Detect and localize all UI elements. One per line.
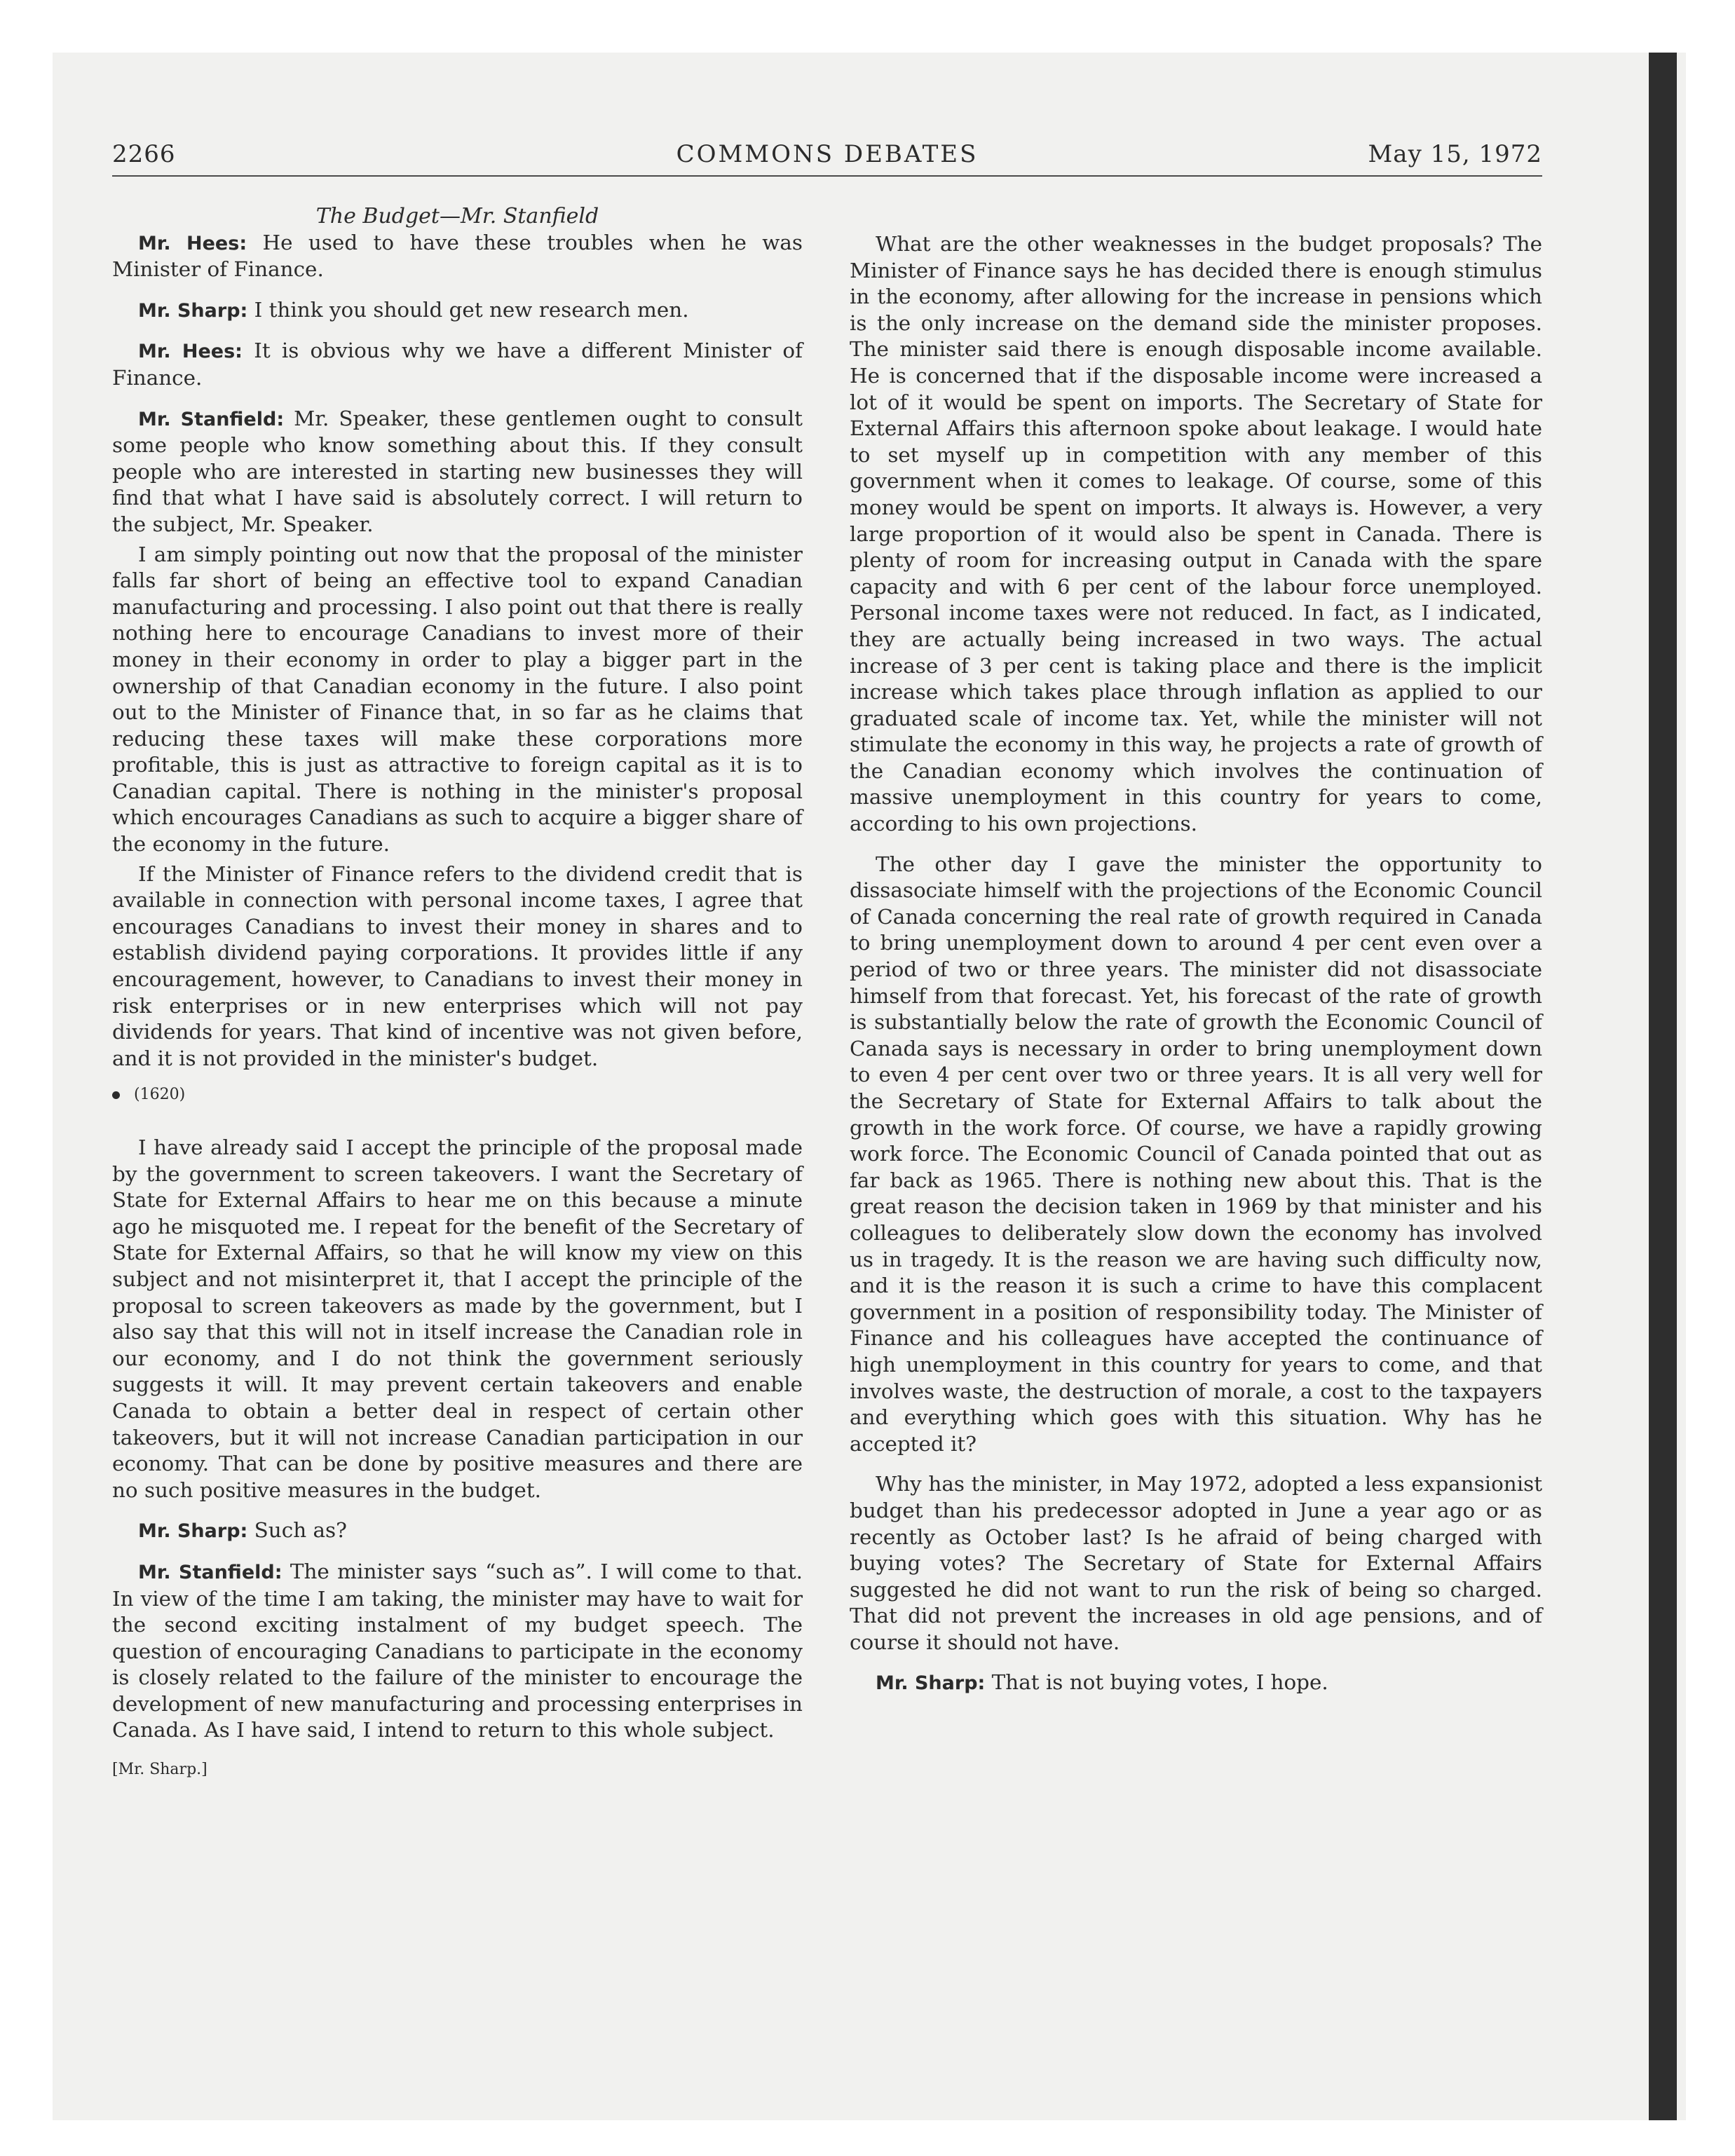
paragraph bbox=[112, 297, 803, 325]
page-header bbox=[112, 140, 1542, 177]
publication-title: COMMONS DEBATES bbox=[676, 140, 979, 168]
page-number: 2266 bbox=[112, 140, 176, 168]
paragraph-text: It is obvious why we have a different Minister of Finance. bbox=[112, 339, 803, 390]
paragraph: I have already said I accept the principle of the proposal made by the government to screen takeovers. I want the Secretary of State for External Affairs to hear me on this because a minute ago he misquoted me. I repeat for the benefit of the Secretary of State for External Affairs, so that he will know my view on this subject and not misinterpret it, that I accept the principle of the proposal to screen takeovers as made by the government, but I also say that this will not in itself increase the Canadian role in our economy, and I do not think the government seriously suggests it will. It may prevent certain takeovers and enable Canada to obtain a better deal in respect of certain other takeovers, but it will not increase Canadian participation in our economy. That can be done by positive measures and there are no such positive measures in the budget. bbox=[112, 1135, 803, 1502]
paragraph: What are the other weaknesses in the budget proposals? The Minister of Finance says he has decided there is enough stimulus in the economy, after allowing for the increase in pensions which is the only increase on the demand side the minister proposes. The minister said there is enough disposable income available. He is concerned that if the disposable income were increased a lot of it would be spent on imports. The Secretary of State for External Affairs this afternoon spoke about leakage. I would hate to set myself up in competition with any member of this government when it comes to leakage. Of course, some of this money would be spent on imports. It always is. However, a very large proportion of it would also be spent in Canada. There is plenty of room for increasing output in Canada with the spare capacity and with 6 per cent of the labour force unemployed. Personal income taxes were not reduced. In fact, as I indicated, they are actually being increased in two ways. The actual increase of 3 per cent is taking place and there is the implicit increase which takes place through inflation as applied to our graduated scale of income tax. Yet, while the minister will not stimulate the economy in this way, he projects a rate of growth of the Canadian economy which involves the continuation of massive unemployment in this country for years to come, according to his own projections. bbox=[850, 232, 1542, 836]
paragraph: If the Minister of Finance refers to the dividend credit that is available in connection with personal income taxes, I agree that encourages Canadians to invest their money in shares and to establish dividend paying corporations. It provides little if any encouragement, however, to Canadians to invest their money in risk enterprises or in new enterprises which will not pay dividends for years. That kind of incentive was not given before, and it is not provided in the minister's budget. bbox=[112, 861, 803, 1070]
left-column bbox=[112, 203, 803, 1783]
page-date: May 15, 1972 bbox=[1368, 140, 1542, 168]
paragraph bbox=[850, 1670, 1542, 1697]
running-head: The Budget—Mr. Stanfield bbox=[315, 204, 599, 228]
right-column bbox=[850, 231, 1542, 1709]
speaker-name: Mr. Stanfield: bbox=[138, 1561, 283, 1583]
speaker-name: Mr. Sharp: bbox=[138, 299, 248, 322]
footnote: [Mr. Sharp.] bbox=[112, 1761, 207, 1779]
paragraph: I am simply pointing out now that the proposal of the minister falls far short of being an effective tool to expand Canadian manufacturing and processing. I also point out that there is really nothing here to encourage Canadians to invest more of their money in their economy in order to play a bigger part in the ownership of that Canadian economy in the future. I also point out to the Minister of Finance that, in so far as he claims that reducing these taxes will make these corporations more profitable, this is just as attractive to foreign capital as it is to Canadian capital. There is nothing in the minister's proposal which encourages Canadians as such to acquire a bigger share of the economy in the future. bbox=[112, 542, 803, 857]
paragraph bbox=[112, 230, 803, 283]
paragraph: Why has the minister, in May 1972, adopted a less expansionist budget than his predecessor adopted in June a year ago or as recently as October last? Is he afraid of being charged with buying votes? The Secretary of State for External Affairs suggested he did not want to run the risk of being so charged. That did not prevent the increases in old age pensions, and of course it should not have. bbox=[850, 1472, 1542, 1654]
paragraph-text: Mr. Speaker, these gentlemen ought to consult some people who know something about this. If they consult people who are interested in starting new businesses they will find that what I have said is absolutely correct. I will return to the subject, Mr. Speaker. bbox=[112, 406, 803, 536]
paragraph-text: I think you should get new research men. bbox=[254, 297, 689, 322]
speaker-name: Mr. Sharp: bbox=[138, 1520, 248, 1543]
time-marker bbox=[112, 1082, 803, 1108]
speaker-name: Mr. Hees: bbox=[138, 232, 247, 254]
bullet-icon bbox=[112, 1091, 120, 1099]
time-marker-text: (1620) bbox=[134, 1086, 186, 1104]
speaker-name: Mr. Stanfield: bbox=[138, 408, 285, 430]
paragraph bbox=[112, 338, 803, 391]
paragraph bbox=[112, 1559, 803, 1744]
paragraph-text: The minister says “such as”. I will come to that. In view of the time I am taking, the minister may have to wait for the second exciting instalment of my budget speech. The question of encouraging Canadians to participate in the economy is closely related to the failure of the minister to encourage the development of new manufacturing and processing enterprises in Canada. As I have said, I intend to return to this whole subject. bbox=[112, 1559, 803, 1742]
speaker-name: Mr. Sharp: bbox=[876, 1672, 986, 1695]
speaker-name: Mr. Hees: bbox=[138, 341, 243, 363]
paragraph bbox=[112, 406, 803, 538]
paragraph-text: Such as? bbox=[254, 1518, 347, 1543]
paragraph: The other day I gave the minister the opportunity to dissasociate himself with the projections of the Economic Council of Canada concerning the real rate of growth required in Canada to bring unemployment down to around 4 per cent even over a period of two or three years. The minister did not disassociate himself from that forecast. Yet, his forecast of the rate of growth is substantially below the rate of growth the Economic Council of Canada says is necessary in order to bring unemployment down to even 4 per cent over two or three years. It is all very well for the Secretary of State for External Affairs to talk about the growth in the work force. Of course, we have a rapidly growing work force. The Economic Council of Canada pointed that out as far back as 1965. There is nothing new about this. That is the great reason the decision taken in 1969 by that minister and his colleagues to deliberately slow down the economy has involved us in tragedy. It is the reason we are having such difficulty now, and it is the reason it is such a crime to have this complacent government in a position of responsibility today. The Minister of Finance and his colleagues have accepted the continuance of high unemployment in this country for years to come, and that involves waste, the destruction of morale, a cost to the taxpayers and everything which goes with this situation. Why has he accepted it? bbox=[850, 852, 1542, 1456]
paragraph-text: He used to have these troubles when he was Minister of Finance. bbox=[112, 230, 803, 282]
scan-edge-bar bbox=[1649, 53, 1677, 2120]
paragraph bbox=[112, 1517, 803, 1545]
paragraph-text: That is not buying votes, I hope. bbox=[991, 1670, 1328, 1695]
